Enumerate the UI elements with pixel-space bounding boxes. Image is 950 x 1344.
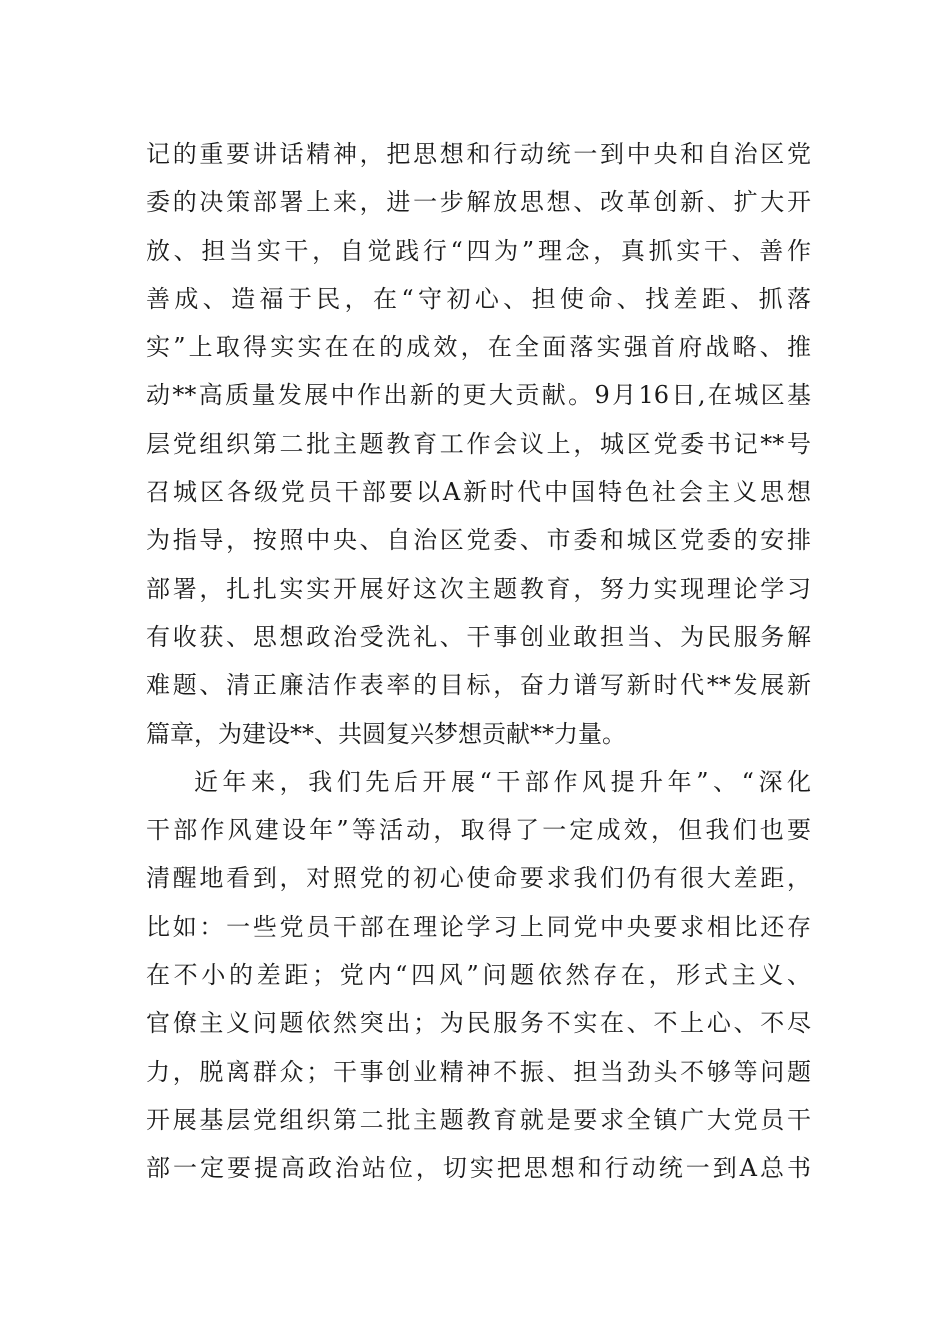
text-line: 清醒地看到，对照党的初心使命要求我们仍有很大差距， — [146, 864, 811, 893]
text-line: 有收获、思想政治受洗礼、干事创业敢担当、为民服务解 — [146, 622, 811, 651]
text-line: 召城区各级党员干部要以A新时代中国特色社会主义思想 — [146, 478, 811, 507]
text-line: 善成、造福于民，在“守初心、担使命、找差距、抓落 — [146, 284, 811, 313]
text-line: 委的决策部署上来，进一步解放思想、改革创新、扩大开 — [146, 188, 811, 217]
text-line: 动**高质量发展中作出新的更大贡献。9月16日,在城区基 — [146, 381, 811, 410]
text-line: 干部作风建设年”等活动，取得了一定成效，但我们也要 — [146, 816, 811, 845]
text-line: 实”上取得实实在在的成效，在全面落实强首府战略、推 — [146, 333, 811, 362]
document-body — [146, 130, 811, 1193]
text-line: 比如：一些党员干部在理论学习上同党中央要求相比还存 — [146, 912, 811, 941]
paragraph — [146, 130, 811, 758]
text-line: 力，脱离群众；干事创业精神不振、担当劲头不够等问题 — [146, 1057, 811, 1086]
text-line: 部署，扎扎实实开展好这次主题教育，努力实现理论学习 — [146, 574, 811, 603]
text-line: 层党组织第二批主题教育工作会议上，城区党委书记**号 — [146, 429, 811, 458]
text-line: 部一定要提高政治站位，切实把思想和行动统一到A总书 — [146, 1154, 811, 1183]
paragraph — [146, 758, 811, 1193]
text-line: 放、担当实干，自觉践行“四为”理念，真抓实干、善作 — [146, 236, 811, 265]
text-line: 难题、清正廉洁作表率的目标，奋力谱写新时代**发展新 — [146, 671, 811, 700]
text-line: 官僚主义问题依然突出；为民服务不实在、不上心、不尽 — [146, 1009, 811, 1038]
text-line: 篇章，为建设**、共圆复兴梦想贡献**力量。 — [146, 719, 626, 748]
text-line: 近年来，我们先后开展“干部作风提升年”、“深化 — [194, 767, 811, 796]
text-line: 记的重要讲话精神，把思想和行动统一到中央和自治区党 — [146, 140, 811, 168]
text-line: 开展基层党组织第二批主题教育就是要求全镇广大党员干 — [146, 1105, 811, 1134]
text-line: 为指导，按照中央、自治区党委、市委和城区党委的安排 — [146, 526, 811, 555]
text-line: 在不小的差距；党内“四风”问题依然存在，形式主义、 — [146, 961, 811, 990]
